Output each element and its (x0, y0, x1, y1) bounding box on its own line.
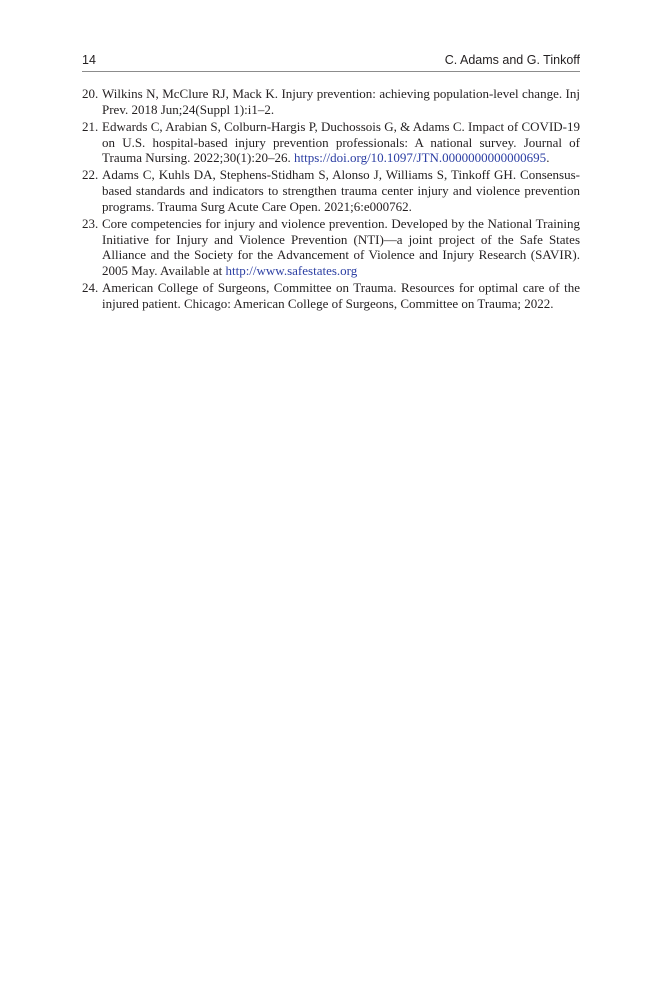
page-header (82, 52, 580, 68)
reference-item (82, 216, 580, 279)
reference-text: American College of Surgeons, Committee on Trauma. Resources for optimal care of the injured patient. Chicago: American College of Surgeons, Committee on Trauma; 2022. (102, 280, 580, 311)
header-rule (82, 71, 580, 72)
page-number: 14 (82, 53, 96, 67)
reference-text: Wilkins N, McClure RJ, Mack K. Injury prevention: achieving population-level change. Inj Prev. 2018 Jun;24(Suppl 1):i1–2. (102, 86, 580, 117)
reference-item (82, 119, 580, 166)
reference-trailing-text: . (546, 150, 550, 166)
reference-item (82, 167, 580, 214)
doi-link[interactable]: https://doi.org/10.1097/JTN.0000000000000695 (294, 150, 547, 166)
reference-number: 24. (82, 280, 99, 296)
reference-text: Core competencies for injury and violence prevention. Developed by the National Training Initiative for Injury and Violence Prevention (NTI)—a joint project of the Safe States Alliance and the Society for the Advancement of Violence and Injury Research (SAVIR). 2005 May. Available at (102, 215, 580, 279)
reference-item (82, 86, 580, 118)
running-head: C. Adams and G. Tinkoff (444, 53, 580, 67)
reference-number: 22. (82, 167, 99, 183)
reference-text: Edwards C, Arabian S, Colburn-Hargis P, Duchossois G, & Adams C. Impact of COVID-19 on U.S. hospital-based injury prevention professionals: A national survey. Journal of Trauma Nursing. 2022;30(1):20–26. (102, 118, 580, 166)
reference-number: 21. (82, 118, 99, 134)
reference-number: 20. (82, 86, 99, 101)
reference-text: Adams C, Kuhls DA, Stephens-Stidham S, Alonso J, Williams S, Tinkoff GH. Consensus-based standards and indicators to strengthen trauma center injury and violence prevention programs. Trauma Surg Acute Care Open. 2021;6:e000762. (102, 167, 580, 214)
website-link[interactable]: http://www.safestates.org (225, 263, 358, 279)
reference-list (82, 86, 580, 313)
reference-item (82, 280, 580, 312)
reference-number: 23. (82, 215, 99, 231)
